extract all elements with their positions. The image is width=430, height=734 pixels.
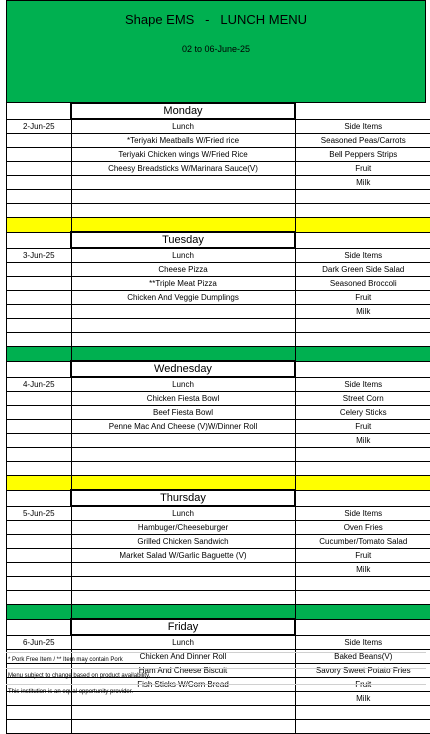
side-item: Oven Fries	[295, 521, 430, 535]
table-row	[7, 406, 430, 420]
separator-cell	[295, 347, 430, 362]
table-row	[7, 462, 430, 476]
side-item: Milk	[295, 176, 430, 190]
side-items-header: Side Items	[295, 248, 430, 263]
table-row	[7, 204, 430, 218]
side-item: Cucumber/Tomato Salad	[295, 535, 430, 549]
separator-row	[7, 605, 430, 620]
side-item	[295, 319, 430, 333]
side-item	[295, 720, 430, 734]
table-row	[7, 392, 430, 406]
blank-cell	[295, 361, 430, 377]
side-item: Baked Beans(V)	[295, 650, 430, 664]
side-items-header: Side Items	[295, 377, 430, 392]
side-item	[295, 448, 430, 462]
blank-cell	[7, 392, 72, 406]
footer-notes	[6, 652, 426, 700]
footnote-pork: * Pork Free Item / ** Item may contain Pork	[6, 652, 426, 668]
side-item	[295, 333, 430, 347]
day-date: 5-Jun-25	[7, 506, 72, 521]
blank-cell	[7, 232, 72, 248]
blank-cell	[7, 563, 72, 577]
table-row	[7, 248, 430, 263]
lunch-item: Fish Sticks W/Corn Bread	[71, 678, 295, 692]
blank-cell	[7, 720, 72, 734]
lunch-item	[71, 577, 295, 591]
table-row	[7, 176, 430, 190]
blank-cell	[7, 176, 72, 190]
table-row	[7, 420, 430, 434]
separator-row	[7, 218, 430, 233]
lunch-item	[71, 204, 295, 218]
separator-cell	[295, 605, 430, 620]
lunch-header: Lunch	[71, 506, 295, 521]
side-item: Savory Sweet Potato Fries	[295, 664, 430, 678]
side-items-header: Side Items	[295, 635, 430, 650]
table-row	[7, 577, 430, 591]
blank-cell	[295, 232, 430, 248]
blank-cell	[295, 619, 430, 635]
table-row	[7, 591, 430, 605]
blank-cell	[7, 305, 72, 319]
side-item	[295, 591, 430, 605]
blank-cell	[7, 549, 72, 563]
table-row	[7, 549, 430, 563]
day-header-row	[7, 490, 430, 506]
blank-cell	[7, 420, 72, 434]
lunch-item: Teriyaki Chicken wings W/Fried Rice	[71, 148, 295, 162]
blank-cell	[7, 333, 72, 347]
lunch-item: Penne Mac And Cheese (V)W/Dinner Roll	[71, 420, 295, 434]
lunch-item	[71, 305, 295, 319]
blank-cell	[7, 619, 72, 635]
blank-cell	[7, 263, 72, 277]
side-item: Milk	[295, 434, 430, 448]
side-item: Fruit	[295, 678, 430, 692]
blank-cell	[7, 462, 72, 476]
blank-cell	[7, 277, 72, 291]
blank-cell	[295, 490, 430, 506]
side-item	[295, 706, 430, 720]
lunch-header: Lunch	[71, 377, 295, 392]
separator-cell	[71, 605, 295, 620]
table-row	[7, 333, 430, 347]
side-item	[295, 462, 430, 476]
side-item: Fruit	[295, 549, 430, 563]
table-row	[7, 319, 430, 333]
blank-cell	[7, 103, 72, 119]
separator-cell	[71, 218, 295, 233]
day-date: 6-Jun-25	[7, 635, 72, 650]
table-row	[7, 148, 430, 162]
lunch-item: Grilled Chicken Sandwich	[71, 535, 295, 549]
separator-cell	[71, 347, 295, 362]
blank-cell	[7, 591, 72, 605]
blank-cell	[7, 490, 72, 506]
table-row	[7, 563, 430, 577]
lunch-item	[71, 448, 295, 462]
blank-cell	[7, 434, 72, 448]
blank-cell	[7, 319, 72, 333]
separator-row	[7, 476, 430, 491]
day-date: 4-Jun-25	[7, 377, 72, 392]
table-row	[7, 635, 430, 650]
lunch-item: Market Salad W/Garlic Baguette (V)	[71, 549, 295, 563]
lunch-item: Ham And Cheese Biscuit	[71, 664, 295, 678]
header-banner	[6, 0, 426, 103]
blank-cell	[7, 134, 72, 148]
lunch-header: Lunch	[71, 635, 295, 650]
blank-cell	[7, 148, 72, 162]
separator-cell	[71, 476, 295, 491]
blank-cell	[7, 190, 72, 204]
footnote-availability: Menu subject to change based on product availability.	[6, 668, 426, 684]
side-item: Bell Peppers Strips	[295, 148, 430, 162]
table-row	[7, 506, 430, 521]
separator-cell	[7, 605, 72, 620]
table-row	[7, 521, 430, 535]
lunch-item: Cheese Pizza	[71, 263, 295, 277]
lunch-item: Hambuger/Cheeseburger	[71, 521, 295, 535]
table-row	[7, 162, 430, 176]
side-item	[295, 577, 430, 591]
side-item: Fruit	[295, 420, 430, 434]
lunch-item: Cheesy Breadsticks W/Marinara Sauce(V)	[71, 162, 295, 176]
lunch-item	[71, 319, 295, 333]
lunch-item: *Teriyaki Meatballs W/Fried rice	[71, 134, 295, 148]
side-item: Fruit	[295, 291, 430, 305]
blank-cell	[7, 361, 72, 377]
day-header-row	[7, 103, 430, 119]
day-name: Monday	[71, 103, 295, 119]
lunch-item	[71, 434, 295, 448]
table-row	[7, 448, 430, 462]
table-row	[7, 305, 430, 319]
separator-cell	[295, 476, 430, 491]
lunch-item	[71, 462, 295, 476]
lunch-item	[71, 563, 295, 577]
day-name: Wednesday	[71, 361, 295, 377]
blank-cell	[7, 406, 72, 420]
lunch-item: Chicken And Veggie Dumplings	[71, 291, 295, 305]
separator-cell	[295, 218, 430, 233]
day-name: Tuesday	[71, 232, 295, 248]
separator-cell	[7, 476, 72, 491]
menu-table	[6, 102, 430, 734]
lunch-item: Chicken Fiesta Bowl	[71, 392, 295, 406]
lunch-header: Lunch	[71, 119, 295, 134]
lunch-header: Lunch	[71, 248, 295, 263]
table-row	[7, 706, 430, 720]
side-item: Seasoned Peas/Carrots	[295, 134, 430, 148]
table-row	[7, 134, 430, 148]
side-items-header: Side Items	[295, 119, 430, 134]
day-name: Friday	[71, 619, 295, 635]
lunch-item: **Triple Meat Pizza	[71, 277, 295, 291]
table-row	[7, 291, 430, 305]
lunch-item	[71, 591, 295, 605]
side-item	[295, 204, 430, 218]
table-row	[7, 263, 430, 277]
lunch-item	[71, 333, 295, 347]
table-row	[7, 434, 430, 448]
day-header-row	[7, 619, 430, 635]
lunch-item	[71, 706, 295, 720]
date-range: 02 to 06-June-25	[7, 44, 425, 54]
lunch-item	[71, 176, 295, 190]
side-item: Milk	[295, 563, 430, 577]
table-row	[7, 720, 430, 734]
day-name: Thursday	[71, 490, 295, 506]
table-row	[7, 377, 430, 392]
blank-cell	[295, 103, 430, 119]
side-item: Street Corn	[295, 392, 430, 406]
day-header-row	[7, 232, 430, 248]
blank-cell	[7, 162, 72, 176]
blank-cell	[7, 291, 72, 305]
menu-sheet	[6, 102, 426, 734]
table-row	[7, 190, 430, 204]
lunch-item	[71, 190, 295, 204]
day-date: 2-Jun-25	[7, 119, 72, 134]
blank-cell	[7, 448, 72, 462]
blank-cell	[7, 204, 72, 218]
blank-cell	[7, 521, 72, 535]
side-item: Seasoned Broccoli	[295, 277, 430, 291]
separator-row	[7, 347, 430, 362]
footnote-equal-opportunity: This institution is an equal opportunity provider.	[6, 684, 426, 700]
side-item: Fruit	[295, 162, 430, 176]
side-item: Milk	[295, 692, 430, 706]
blank-cell	[7, 706, 72, 720]
menu-title: Shape EMS - LUNCH MENU	[7, 12, 425, 27]
blank-cell	[7, 535, 72, 549]
table-row	[7, 119, 430, 134]
table-row	[7, 277, 430, 291]
separator-cell	[7, 218, 72, 233]
separator-cell	[7, 347, 72, 362]
side-item: Dark Green Side Salad	[295, 263, 430, 277]
blank-cell	[7, 577, 72, 591]
lunch-item: Beef Fiesta Bowl	[71, 406, 295, 420]
lunch-item	[71, 720, 295, 734]
lunch-item: Chicken And Dinner Roll	[71, 650, 295, 664]
day-header-row	[7, 361, 430, 377]
side-items-header: Side Items	[295, 506, 430, 521]
side-item: Celery Sticks	[295, 406, 430, 420]
day-date: 3-Jun-25	[7, 248, 72, 263]
side-item	[295, 190, 430, 204]
table-row	[7, 535, 430, 549]
side-item: Milk	[295, 305, 430, 319]
